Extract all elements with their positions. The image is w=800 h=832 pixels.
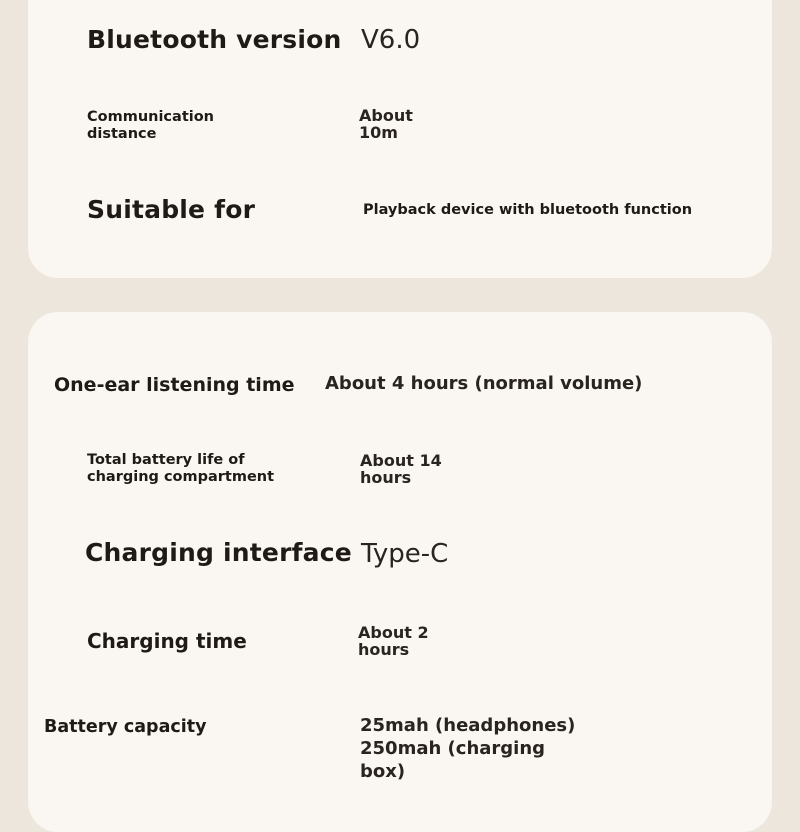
charging-time-label: Charging time [87, 629, 247, 653]
total-battery-life-value [360, 452, 442, 486]
communication-distance-value-line2: 10m [359, 123, 398, 142]
battery-capacity-value-line3: box) [360, 761, 406, 782]
battery-capacity-value-line1: 25mah (headphones) [360, 715, 576, 736]
bluetooth-version-value: V6.0 [361, 25, 421, 55]
charging-interface-label: Charging interface [85, 538, 352, 567]
suitable-for-label: Suitable for [87, 195, 256, 224]
charging-time-value-line2: hours [358, 640, 410, 659]
total-battery-life-value-line1: About 14 [360, 451, 442, 470]
one-ear-listening-label: One-ear listening time [54, 374, 295, 396]
one-ear-listening-value: About 4 hours (normal volume) [325, 373, 643, 394]
communication-distance-label-line1: Communication [87, 109, 215, 125]
total-battery-life-value-line2: hours [360, 468, 412, 487]
total-battery-life-label-line1: Total battery life of [87, 452, 245, 468]
communication-distance-value-line1: About [359, 106, 413, 125]
charging-time-value [358, 624, 429, 658]
battery-capacity-label: Battery capacity [44, 717, 207, 737]
communication-distance-value [359, 107, 413, 141]
charging-time-value-line1: About 2 [358, 623, 429, 642]
suitable-for-value: Playback device with bluetooth function [363, 202, 693, 218]
total-battery-life-label-line2: charging compartment [87, 469, 275, 485]
battery-capacity-value [360, 714, 575, 783]
battery-capacity-value-line2: 250mah (charging [360, 738, 546, 759]
charging-interface-value: Type-C [361, 539, 449, 569]
communication-distance-label-line2: distance [87, 126, 157, 142]
bluetooth-version-label: Bluetooth version [87, 25, 342, 54]
total-battery-life-label [87, 452, 274, 486]
communication-distance-label [87, 109, 214, 143]
